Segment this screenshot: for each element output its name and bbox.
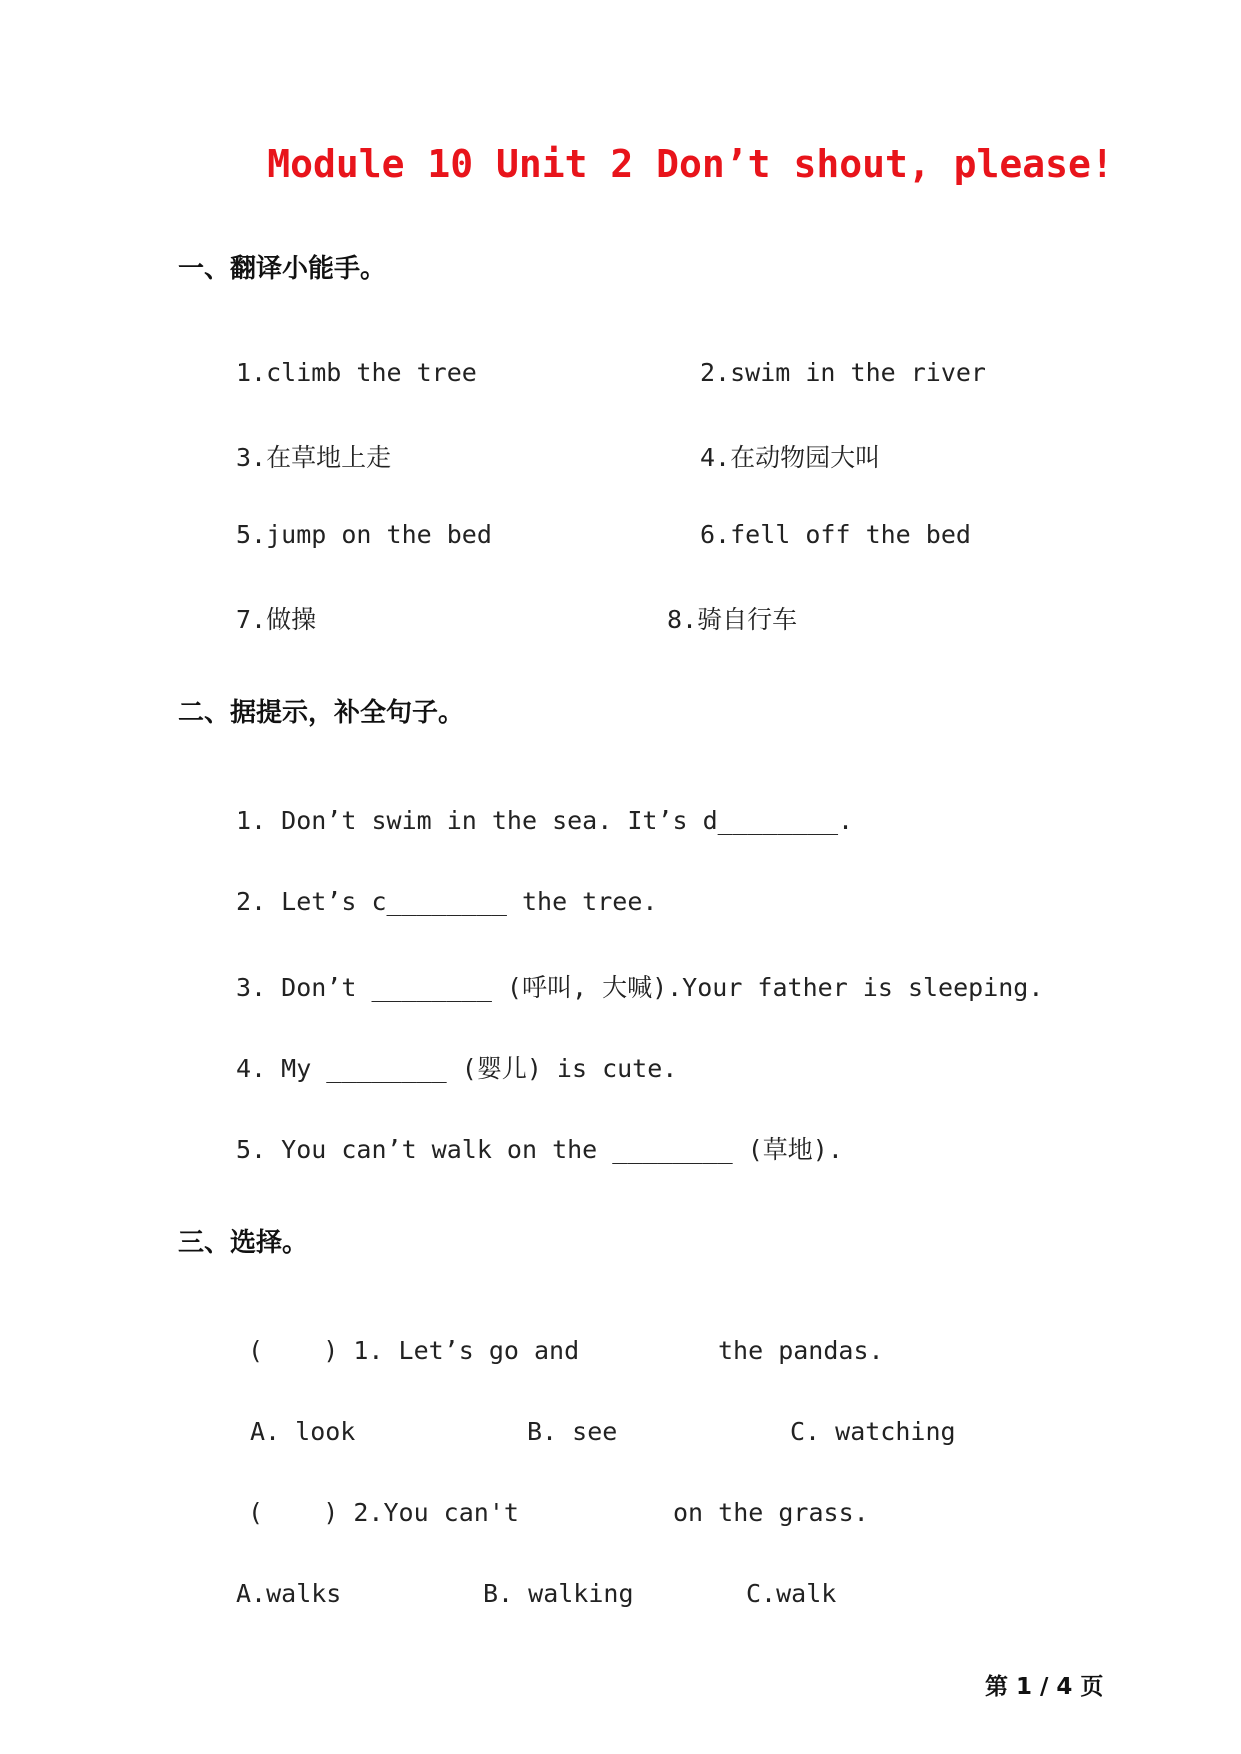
translation-item-1: 1.climb the tree: [236, 358, 477, 387]
choice-question-2-option-a: A.walks: [236, 1579, 342, 1608]
document-title: Module 10 Unit 2 Don’t shout, please!: [267, 142, 1114, 186]
section-heading-2: 二、据提示，补全句子。: [178, 698, 465, 728]
translation-item-3: 3.在草地上走: [236, 443, 392, 472]
choice-question-1-option-c: C. watching: [790, 1417, 956, 1446]
translation-item-4: 4.在动物园大叫: [700, 443, 881, 472]
translation-item-2: 2.swim in the river: [700, 358, 986, 387]
choice-question-2-stem: ( ) 2.You can't: [248, 1498, 519, 1527]
section-heading-1: 一、翻译小能手。: [178, 254, 387, 284]
page-number: 第 1 / 4 页: [985, 1674, 1104, 1700]
fill-sentence-1: 1. Don’t swim in the sea. It’s d________.: [236, 806, 854, 835]
fill-sentence-3: 3. Don’t ________ (呼叫, 大喊).Your father is sleeping.: [236, 973, 1044, 1002]
choice-question-2-stem-end: on the grass.: [673, 1498, 869, 1527]
choice-question-1-stem-end: the pandas.: [718, 1336, 884, 1365]
fill-sentence-4: 4. My ________ (婴儿) is cute.: [236, 1054, 678, 1083]
choice-question-2-option-c: C.walk: [746, 1579, 837, 1608]
translation-item-7: 7.做操: [236, 605, 317, 634]
choice-question-1-option-a: A. look: [250, 1417, 356, 1446]
translation-item-8: 8.骑自行车: [667, 605, 798, 634]
choice-question-1-option-b: B. see: [527, 1417, 618, 1446]
choice-question-2-option-b: B. walking: [483, 1579, 634, 1608]
section-heading-3: 三、选择。: [178, 1228, 309, 1258]
choice-question-1-stem: ( ) 1. Let’s go and: [248, 1336, 580, 1365]
fill-sentence-5: 5. You can’t walk on the ________ (草地).: [236, 1135, 843, 1164]
fill-sentence-2: 2. Let’s c________ the tree.: [236, 887, 658, 916]
translation-item-5: 5.jump on the bed: [236, 520, 492, 549]
translation-item-6: 6.fell off the bed: [700, 520, 971, 549]
